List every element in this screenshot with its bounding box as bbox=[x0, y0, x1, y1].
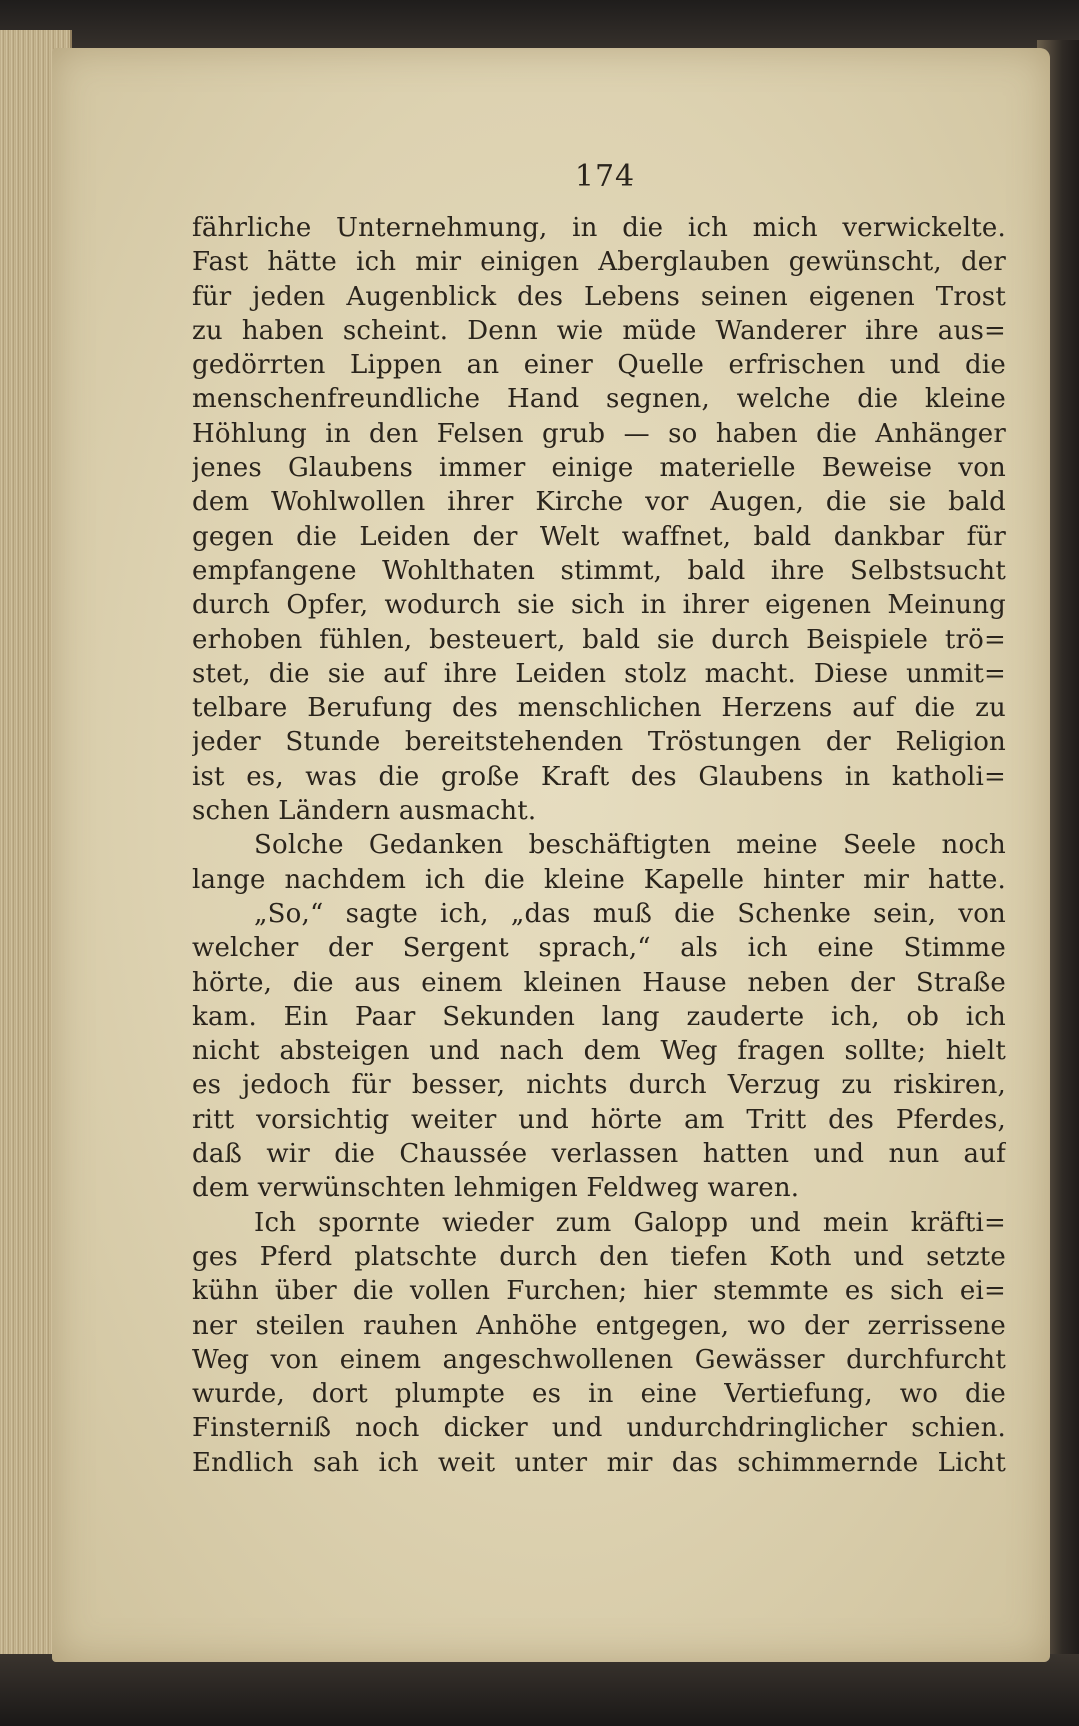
text-line: Ich spornte wieder zum Galopp und mein kräfti= bbox=[254, 1207, 1006, 1238]
text-line: zu haben scheint. Denn wie müde Wanderer ihre aus= bbox=[192, 315, 1006, 346]
text-line: erhoben fühlen, besteuert, bald sie durch Beispiele trö= bbox=[192, 624, 1006, 655]
text-line: jeder Stunde bereitstehenden Tröstungen der Religion bbox=[192, 727, 1006, 758]
text-line: wurde, dort plumpte es in eine Vertiefung, wo die bbox=[192, 1379, 1006, 1410]
text-line: „So,“ sagte ich, „das muß die Schenke sein, von bbox=[254, 898, 1006, 929]
text-line: durch Opfer, wodurch sie sich in ihrer eigenen Meinung bbox=[192, 590, 1006, 621]
text-line: gegen die Leiden der Welt waffnet, bald dankbar für bbox=[192, 521, 1006, 552]
text-line: menschenfreundliche Hand segnen, welche die kleine bbox=[192, 384, 1006, 415]
text-line: ner steilen rauhen Anhöhe entgegen, wo der zerrissene bbox=[192, 1310, 1006, 1341]
text-block bbox=[192, 155, 1006, 1480]
text-line: Endlich sah ich weit unter mir das schimmernde Licht bbox=[192, 1447, 1006, 1478]
text-line: Höhlung in den Felsen grub — so haben die Anhänger bbox=[192, 418, 1006, 449]
text-line: dem verwünschten lehmigen Feldweg waren. bbox=[192, 1173, 800, 1204]
text-line: fährliche Unternehmung, in die ich mich verwickelte. bbox=[192, 213, 1006, 243]
page-number: 174 bbox=[574, 159, 636, 194]
body-text bbox=[192, 211, 1006, 1480]
text-line: jenes Glaubens immer einige materielle Beweise von bbox=[192, 453, 1006, 484]
text-line: schen Ländern ausmacht. bbox=[192, 796, 537, 827]
text-line: Fast hätte ich mir einigen Aberglauben gewünscht, der bbox=[192, 247, 1006, 278]
text-line: für jeden Augenblick des Lebens seinen eigenen Trost bbox=[192, 281, 1006, 312]
text-line: gedörrten Lippen an einer Quelle erfrischen und die bbox=[192, 350, 1006, 381]
text-line: telbare Berufung des menschlichen Herzens auf die zu bbox=[192, 693, 1006, 724]
text-line: Finsterniß noch dicker und undurchdringlicher schien. bbox=[192, 1413, 1006, 1444]
text-line: daß wir die Chaussée verlassen hatten und nun auf bbox=[192, 1139, 1006, 1170]
text-line: lange nachdem ich die kleine Kapelle hinter mir hatte. bbox=[192, 864, 1006, 895]
text-line: ges Pferd platschte durch den tiefen Koth und setzte bbox=[192, 1241, 1006, 1272]
text-line: es jedoch für besser, nichts durch Verzug zu riskiren, bbox=[192, 1070, 1006, 1101]
book-cover-bottom bbox=[0, 1654, 1079, 1726]
text-line: hörte, die aus einem kleinen Hause neben der Straße bbox=[192, 967, 1006, 998]
text-line: nicht absteigen und nach dem Weg fragen sollte; hielt bbox=[192, 1036, 1006, 1067]
text-line: Weg von einem angeschwollenen Gewässer durchfurcht bbox=[192, 1344, 1006, 1375]
text-line: kühn über die vollen Furchen; hier stemmte es sich ei= bbox=[192, 1276, 1006, 1307]
text-line: dem Wohlwollen ihrer Kirche vor Augen, die sie bald bbox=[192, 487, 1006, 518]
text-line: welcher der Sergent sprach,“ als ich eine Stimme bbox=[192, 933, 1006, 964]
text-line: Solche Gedanken beschäftigten meine Seele noch bbox=[254, 830, 1006, 861]
text-line: ist es, was die große Kraft des Glaubens in katholi= bbox=[192, 761, 1006, 792]
text-line: kam. Ein Paar Sekunden lang zauderte ich, ob ich bbox=[192, 1001, 1006, 1032]
text-line: empfangene Wohlthaten stimmt, bald ihre Selbstsucht bbox=[192, 555, 1006, 586]
text-line: stet, die sie auf ihre Leiden stolz macht. Diese unmit= bbox=[192, 658, 1006, 689]
text-line: ritt vorsichtig weiter und hörte am Tritt des Pferdes, bbox=[192, 1104, 1006, 1135]
